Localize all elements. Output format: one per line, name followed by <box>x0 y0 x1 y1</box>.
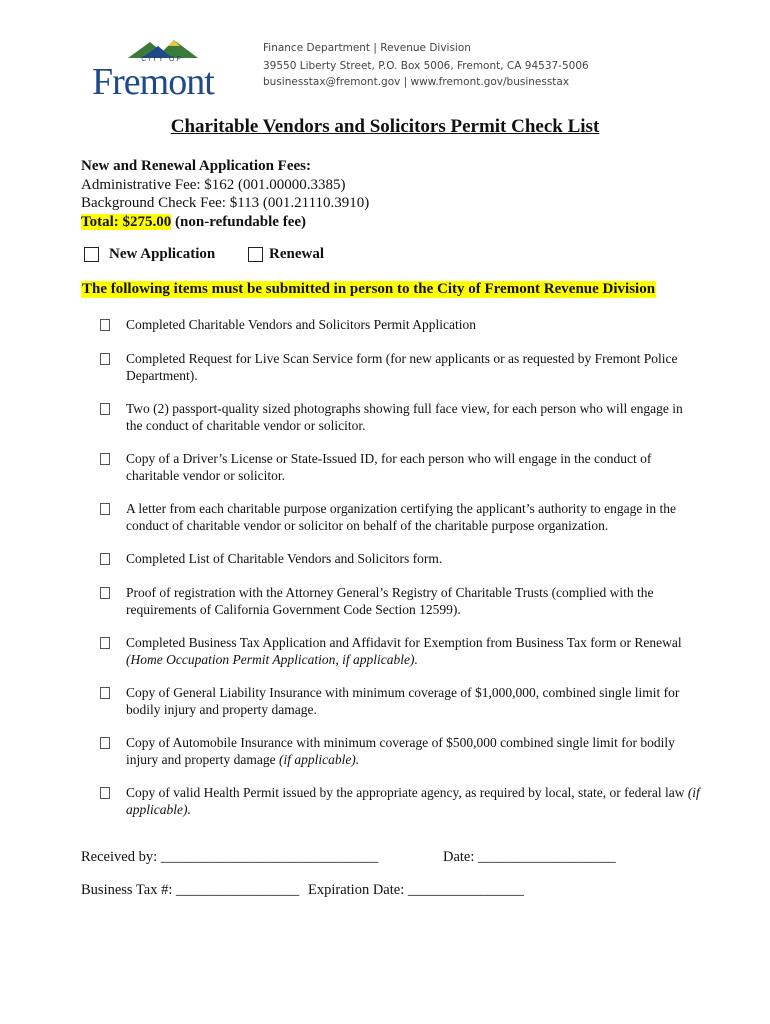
total-note: (non-refundable fee) <box>171 213 307 230</box>
date-field[interactable]: Date: ___________________ <box>443 849 616 865</box>
fees-section <box>81 157 369 231</box>
background-fee: Background Check Fee: $113 (001.21110.3910) <box>81 195 370 211</box>
new-application-option[interactable] <box>84 246 215 263</box>
checkbox-icon[interactable] <box>100 687 110 699</box>
department-line: Finance Department | Revenue Division <box>263 42 471 54</box>
received-by-field[interactable]: Received by: ______________________________ <box>81 849 379 865</box>
checklist-item: Copy of a Driver’s License or State-Issued ID, for each person who will engage in the conduct of charitable vendor or solicitor. <box>100 450 700 484</box>
total-fee <box>81 213 369 232</box>
checkbox-icon[interactable] <box>100 787 110 799</box>
checkbox-icon[interactable] <box>100 587 110 599</box>
checklist-item: Completed Charitable Vendors and Solicitors Permit Application <box>100 316 700 333</box>
mountain-logo-icon <box>128 38 198 58</box>
checklist-item: Completed List of Charitable Vendors and Solicitors form. <box>100 550 700 567</box>
expiration-date-field[interactable]: Expiration Date: ________________ <box>308 882 524 898</box>
checkbox-icon[interactable] <box>100 353 110 365</box>
checkbox-icon[interactable] <box>100 737 110 749</box>
page-header <box>0 0 770 110</box>
checklist-item: Copy of Automobile Insurance with minimum coverage of $500,000 combined single limit for bodily injury and property damage (if applicable). <box>100 734 700 768</box>
business-tax-field[interactable]: Business Tax #: _________________ <box>81 882 300 898</box>
fees-heading: New and Renewal Application Fees: <box>81 158 311 174</box>
logo-name: Fremont <box>92 61 214 103</box>
department-info <box>263 40 589 90</box>
new-application-checkbox[interactable] <box>84 247 99 262</box>
logo-city-text: CITY OF <box>141 56 183 63</box>
new-application-label: New Application <box>109 246 216 262</box>
contact-line: businesstax@fremont.gov | www.fremont.gov/businesstax <box>263 76 570 88</box>
checklist-item: Completed Request for Live Scan Service form (for new applicants or as requested by Fremont Police Department). <box>100 350 700 384</box>
checkbox-icon[interactable] <box>100 637 110 649</box>
checkbox-icon[interactable] <box>100 403 110 415</box>
renewal-checkbox[interactable] <box>248 247 263 262</box>
checkbox-icon[interactable] <box>100 319 110 331</box>
checklist-item: Two (2) passport-quality sized photographs showing full face view, for each person who will engage in the conduct of charitable vendor or solicitor. <box>100 400 700 434</box>
checkbox-icon[interactable] <box>100 453 110 465</box>
total-label: Total: $275.00 <box>81 213 172 230</box>
city-logo <box>92 36 232 103</box>
renewal-option[interactable] <box>248 246 324 263</box>
checklist-item: Copy of valid Health Permit issued by the appropriate agency, as required by local, state, or federal law (if applicable). <box>100 784 700 818</box>
renewal-label: Renewal <box>269 246 324 262</box>
checklist <box>100 316 700 818</box>
document-title: Charitable Vendors and Solicitors Permit Check List <box>170 116 600 137</box>
checkbox-icon[interactable] <box>100 503 110 515</box>
checklist-item: Copy of General Liability Insurance with minimum coverage of $1,000,000, combined single limit for bodily injury and property damage. <box>100 684 700 718</box>
checkbox-icon[interactable] <box>100 553 110 565</box>
checklist-item: Proof of registration with the Attorney General’s Registry of Charitable Trusts (complied with the requirements of California Government Code Section 12599). <box>100 584 700 618</box>
submission-notice: The following items must be submitted in person to the City of Fremont Revenue Division <box>82 281 656 297</box>
address-line: 39550 Liberty Street, P.O. Box 5006, Fremont, CA 94537-5006 <box>263 60 589 72</box>
checklist-item: A letter from each charitable purpose organization certifying the applicant’s authority to engage in the conduct of charitable vendor or solicitor on behalf of the charitable purpose organization. <box>100 500 700 534</box>
checklist-item: Completed Business Tax Application and Affidavit for Exemption from Business Tax form or Renewal (Home Occupation Permit Application, if applicable). <box>100 634 700 668</box>
admin-fee: Administrative Fee: $162 (001.00000.3385) <box>81 176 346 193</box>
